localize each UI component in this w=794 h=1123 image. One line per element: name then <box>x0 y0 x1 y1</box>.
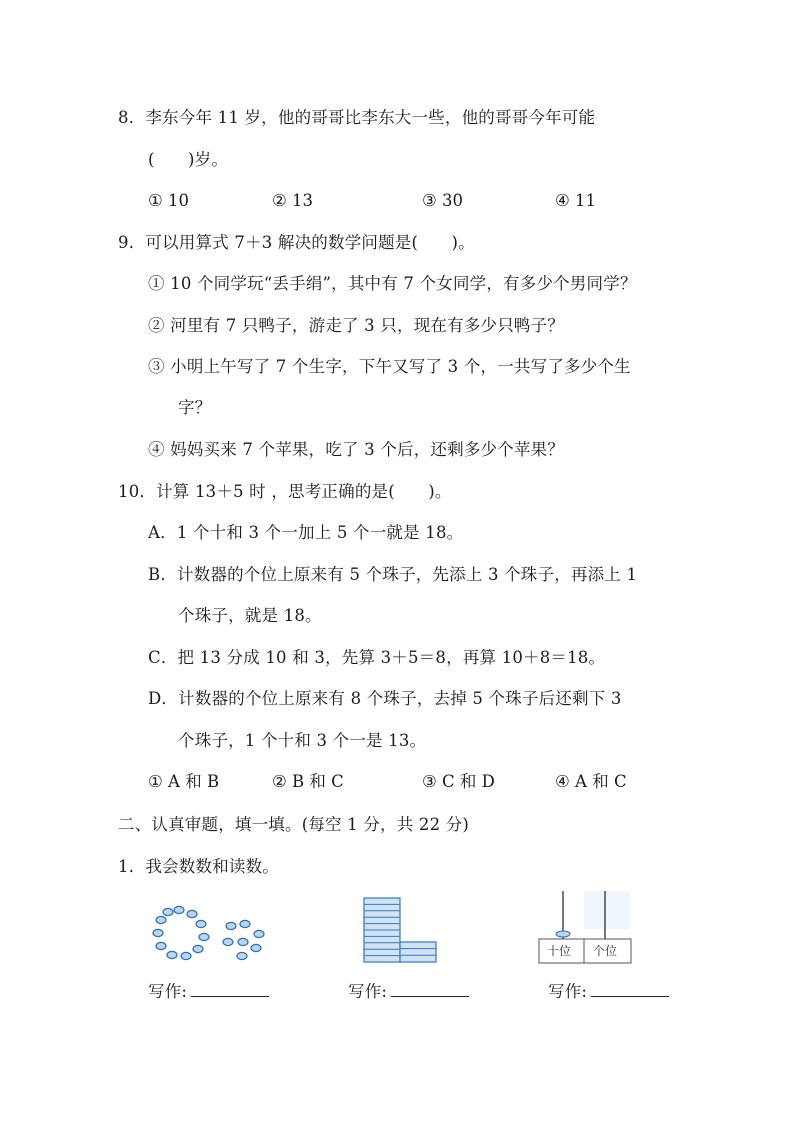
q9-option-1[interactable]: ① 10 个同学玩“丢手绢”，其中有 7 个女同学，有多少个男同学？ <box>148 274 637 293</box>
q10-option-4[interactable]: ④ A 和 C <box>555 772 627 791</box>
q8-line2: ( )岁。 <box>148 150 229 169</box>
section2-title: 二、认真审题，填一填。(每空 1 分，共 22 分) <box>118 815 470 834</box>
write-label-2: 写作: <box>348 982 388 1001</box>
q8-option-3[interactable]: ③ 30 <box>422 191 464 210</box>
blocks-figure <box>360 896 440 964</box>
answer-3 <box>548 980 669 1003</box>
section2-q1: 1．我会数数和读数。 <box>118 857 279 876</box>
answer-blank-3[interactable] <box>591 980 669 997</box>
answer-blank-2[interactable] <box>391 980 469 997</box>
q10-option-2[interactable]: ② B 和 C <box>272 772 344 791</box>
bead-ring <box>153 906 209 959</box>
q10-statement-d-cont: 个珠子，1 个十和 3 个一是 13。 <box>178 731 427 750</box>
q8-option-2[interactable]: ② 13 <box>272 191 314 210</box>
q8-option-4[interactable]: ④ 11 <box>555 191 597 210</box>
write-label-3: 写作: <box>548 982 588 1001</box>
q10-option-3[interactable]: ③ C 和 D <box>422 772 495 791</box>
abacus-tens-label: 十位 <box>547 944 572 958</box>
loose-beads <box>223 920 264 959</box>
q9-option-3[interactable]: ③ 小明上午写了 7 个生字，下午又写了 3 个，一共写了多少个生 <box>148 357 631 376</box>
q10-statement-b-cont: 个珠子，就是 18。 <box>178 606 322 625</box>
q9-option-3-cont: 字？ <box>178 398 212 417</box>
q10-statement-c: C．把 13 分成 10 和 3，先算 3＋5＝8，再算 10＋8＝18。 <box>148 648 606 667</box>
ten-block <box>364 898 400 962</box>
answer-2 <box>348 980 469 1003</box>
abacus-figure <box>538 889 632 965</box>
q9-stem: 9．可以用算式 7＋3 解决的数学问题是( )。 <box>118 233 475 252</box>
q8-option-1[interactable]: ① 10 <box>148 191 190 210</box>
q10-statement-a: A．1 个十和 3 个一加上 5 个一就是 18。 <box>148 523 464 542</box>
write-label-1: 写作: <box>148 982 188 1001</box>
q9-option-2[interactable]: ② 河里有 7 只鸭子，游走了 3 只，现在有多少只鸭子？ <box>148 316 565 335</box>
answer-1 <box>148 980 269 1003</box>
q10-statement-b: B．计数器的个位上原来有 5 个珠子，先添上 3 个珠子，再添上 1 <box>148 565 638 584</box>
q9-option-4[interactable]: ④ 妈妈买来 7 个苹果，吃了 3 个后，还剩多少个苹果？ <box>148 440 565 459</box>
answer-blank-1[interactable] <box>191 980 269 997</box>
q10-stem: 10．计算 13＋5 时 ，思考正确的是( )。 <box>118 482 452 501</box>
q10-statement-d: D．计数器的个位上原来有 8 个珠子，去掉 5 个珠子后还剩下 3 <box>148 689 622 708</box>
q8-line1: 8．李东今年 11 岁，他的哥哥比李东大一些，他的哥哥今年可能 <box>118 108 596 127</box>
abacus-ones-label: 个位 <box>593 944 618 958</box>
q10-option-1[interactable]: ① A 和 B <box>148 772 220 791</box>
beads-figure <box>148 900 273 966</box>
one-blocks <box>400 942 436 962</box>
